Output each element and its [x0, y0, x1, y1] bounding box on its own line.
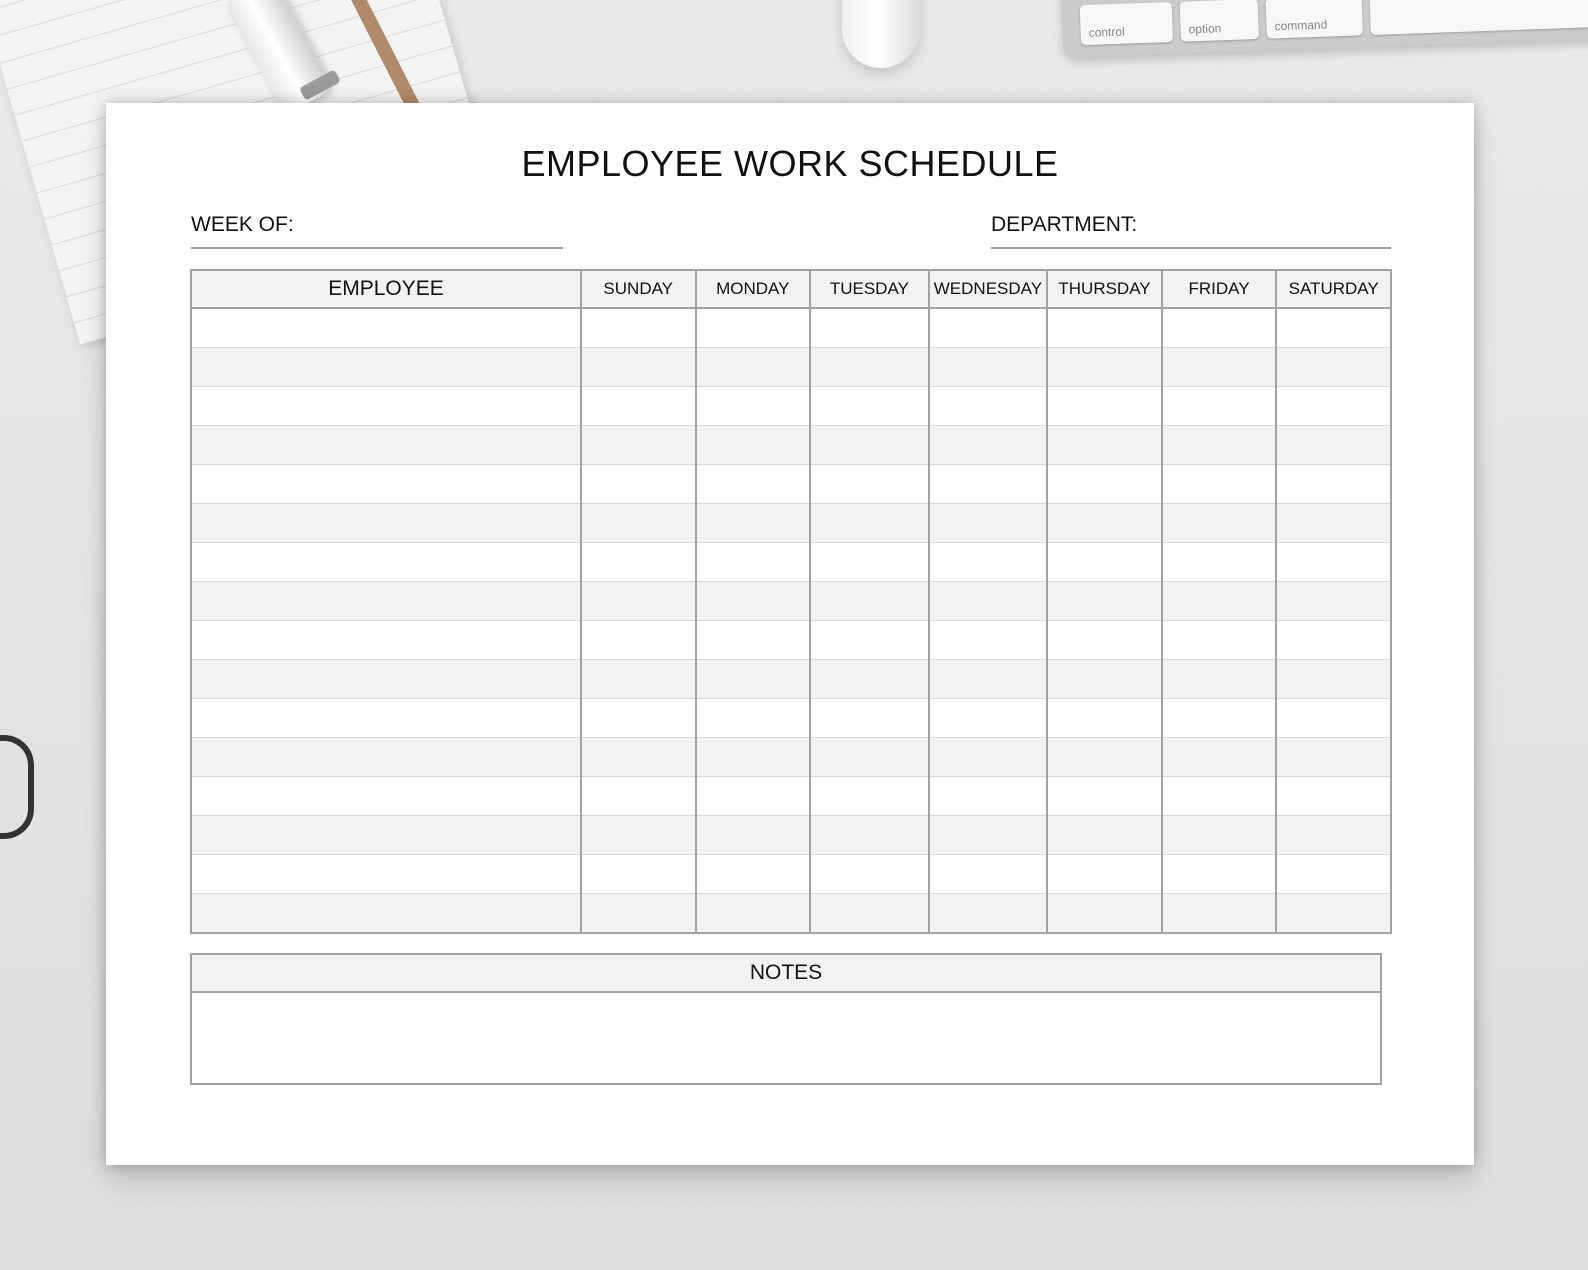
shift-cell	[581, 348, 696, 387]
shift-cell	[1047, 543, 1162, 582]
shift-cell	[696, 621, 811, 660]
shift-cell	[1276, 582, 1391, 621]
column-header-monday: MONDAY	[696, 270, 811, 308]
shift-cell	[810, 348, 929, 387]
column-header-saturday: SATURDAY	[1276, 270, 1391, 308]
shift-cell	[1047, 894, 1162, 934]
shift-cell	[1047, 308, 1162, 348]
shift-cell	[1276, 816, 1391, 855]
key-space	[1370, 0, 1588, 35]
shift-cell	[1162, 582, 1277, 621]
shift-cell	[929, 582, 1048, 621]
shift-cell	[581, 855, 696, 894]
shift-cell	[929, 738, 1048, 777]
shift-cell	[1276, 699, 1391, 738]
shift-cell	[810, 543, 929, 582]
department-label: DEPARTMENT:	[991, 213, 1138, 236]
schedule-row	[191, 504, 1391, 543]
shift-cell	[696, 894, 811, 934]
shift-cell	[1162, 894, 1277, 934]
week-of-field	[191, 213, 563, 249]
shift-cell	[1276, 465, 1391, 504]
shift-cell	[581, 894, 696, 934]
employee-name-cell	[191, 660, 581, 699]
employee-name-cell	[191, 465, 581, 504]
shift-cell	[696, 816, 811, 855]
schedule-row	[191, 855, 1391, 894]
schedule-row	[191, 699, 1391, 738]
notes-box	[190, 953, 1382, 1085]
shift-cell	[929, 543, 1048, 582]
shift-cell	[581, 777, 696, 816]
shift-cell	[929, 699, 1048, 738]
shift-cell	[810, 738, 929, 777]
employee-name-cell	[191, 699, 581, 738]
shift-cell	[929, 894, 1048, 934]
shift-cell	[696, 308, 811, 348]
shift-cell	[1047, 582, 1162, 621]
shift-cell	[1047, 426, 1162, 465]
shift-cell	[1162, 348, 1277, 387]
shift-cell	[581, 738, 696, 777]
shift-cell	[1276, 738, 1391, 777]
shift-cell	[1162, 855, 1277, 894]
shift-cell	[810, 582, 929, 621]
schedule-row	[191, 582, 1391, 621]
employee-name-cell	[191, 308, 581, 348]
employee-name-cell	[191, 543, 581, 582]
shift-cell	[1047, 699, 1162, 738]
shift-cell	[1162, 621, 1277, 660]
schedule-row	[191, 308, 1391, 348]
schedule-row	[191, 621, 1391, 660]
shift-cell	[581, 465, 696, 504]
shift-cell	[581, 699, 696, 738]
employee-name-cell	[191, 738, 581, 777]
schedule-row	[191, 816, 1391, 855]
notes-area	[192, 993, 1380, 1083]
shift-cell	[929, 387, 1048, 426]
shift-cell	[1047, 465, 1162, 504]
shift-cell	[1276, 660, 1391, 699]
shift-cell	[1162, 543, 1277, 582]
shift-cell	[1162, 308, 1277, 348]
shift-cell	[929, 465, 1048, 504]
key-command: command	[1266, 0, 1363, 39]
key-option: option	[1180, 0, 1259, 42]
employee-name-cell	[191, 582, 581, 621]
schedule-row	[191, 465, 1391, 504]
shift-cell	[581, 543, 696, 582]
department-field	[991, 213, 1391, 249]
shift-cell	[696, 543, 811, 582]
shift-cell	[810, 504, 929, 543]
shift-cell	[929, 816, 1048, 855]
employee-name-cell	[191, 894, 581, 934]
shift-cell	[1047, 621, 1162, 660]
schedule-row	[191, 387, 1391, 426]
shift-cell	[810, 816, 929, 855]
shift-cell	[929, 308, 1048, 348]
mouse	[842, 0, 920, 68]
keyboard	[1061, 0, 1588, 58]
shift-cell	[696, 777, 811, 816]
schedule-header-row	[191, 270, 1391, 308]
shift-cell	[1047, 660, 1162, 699]
employee-name-cell	[191, 777, 581, 816]
schedule-row	[191, 660, 1391, 699]
shift-cell	[1047, 816, 1162, 855]
column-header-thursday: THURSDAY	[1047, 270, 1162, 308]
shift-cell	[1047, 855, 1162, 894]
shift-cell	[581, 660, 696, 699]
page-title: EMPLOYEE WORK SCHEDULE	[521, 143, 1059, 184]
schedule-row	[191, 894, 1391, 934]
shift-cell	[696, 348, 811, 387]
shift-cell	[929, 348, 1048, 387]
shift-cell	[696, 426, 811, 465]
shift-cell	[1276, 777, 1391, 816]
shift-cell	[810, 426, 929, 465]
column-header-sunday: SUNDAY	[581, 270, 696, 308]
shift-cell	[929, 660, 1048, 699]
schedule-row	[191, 348, 1391, 387]
shift-cell	[696, 582, 811, 621]
shift-cell	[1276, 387, 1391, 426]
shift-cell	[581, 582, 696, 621]
shift-cell	[581, 504, 696, 543]
employee-name-cell	[191, 504, 581, 543]
notes-header: NOTES	[192, 955, 1380, 993]
employee-name-cell	[191, 621, 581, 660]
shift-cell	[1162, 699, 1277, 738]
shift-cell	[1276, 894, 1391, 934]
column-header-employee: EMPLOYEE	[191, 270, 581, 308]
shift-cell	[929, 504, 1048, 543]
shift-cell	[1162, 816, 1277, 855]
shift-cell	[1047, 777, 1162, 816]
shift-cell	[1162, 387, 1277, 426]
shift-cell	[1047, 348, 1162, 387]
schedule-row	[191, 543, 1391, 582]
employee-name-cell	[191, 855, 581, 894]
shift-cell	[1162, 504, 1277, 543]
shift-cell	[1047, 387, 1162, 426]
shift-cell	[1162, 738, 1277, 777]
shift-cell	[810, 894, 929, 934]
shift-cell	[810, 777, 929, 816]
shift-cell	[1276, 308, 1391, 348]
shift-cell	[929, 621, 1048, 660]
shift-cell	[581, 621, 696, 660]
schedule-row	[191, 738, 1391, 777]
shift-cell	[581, 426, 696, 465]
shift-cell	[1162, 426, 1277, 465]
schedule-body	[191, 308, 1391, 933]
shift-cell	[810, 660, 929, 699]
cable	[0, 735, 34, 839]
shift-cell	[696, 855, 811, 894]
employee-name-cell	[191, 348, 581, 387]
shift-cell	[581, 387, 696, 426]
shift-cell	[1162, 465, 1277, 504]
shift-cell	[1047, 738, 1162, 777]
column-header-tuesday: TUESDAY	[810, 270, 929, 308]
shift-cell	[696, 738, 811, 777]
shift-cell	[810, 699, 929, 738]
shift-cell	[581, 308, 696, 348]
employee-name-cell	[191, 387, 581, 426]
shift-cell	[810, 308, 929, 348]
shift-cell	[810, 855, 929, 894]
shift-cell	[696, 465, 811, 504]
shift-cell	[1276, 504, 1391, 543]
shift-cell	[696, 504, 811, 543]
shift-cell	[1276, 855, 1391, 894]
shift-cell	[581, 816, 696, 855]
shift-cell	[1276, 543, 1391, 582]
shift-cell	[696, 660, 811, 699]
schedule-row	[191, 777, 1391, 816]
shift-cell	[1276, 621, 1391, 660]
shift-cell	[696, 387, 811, 426]
schedule-row	[191, 426, 1391, 465]
column-header-friday: FRIDAY	[1162, 270, 1277, 308]
week-of-label: WEEK OF:	[191, 213, 294, 236]
shift-cell	[810, 387, 929, 426]
shift-cell	[1162, 777, 1277, 816]
shift-cell	[810, 465, 929, 504]
key-control: control	[1080, 2, 1173, 45]
employee-name-cell	[191, 816, 581, 855]
shift-cell	[1047, 504, 1162, 543]
shift-cell	[1276, 426, 1391, 465]
shift-cell	[696, 699, 811, 738]
shift-cell	[810, 621, 929, 660]
shift-cell	[929, 777, 1048, 816]
shift-cell	[929, 855, 1048, 894]
shift-cell	[1276, 348, 1391, 387]
shift-cell	[1162, 660, 1277, 699]
employee-name-cell	[191, 426, 581, 465]
schedule-sheet	[106, 103, 1474, 1165]
shift-cell	[929, 426, 1048, 465]
schedule-table	[190, 269, 1392, 934]
column-header-wednesday: WEDNESDAY	[929, 270, 1048, 308]
